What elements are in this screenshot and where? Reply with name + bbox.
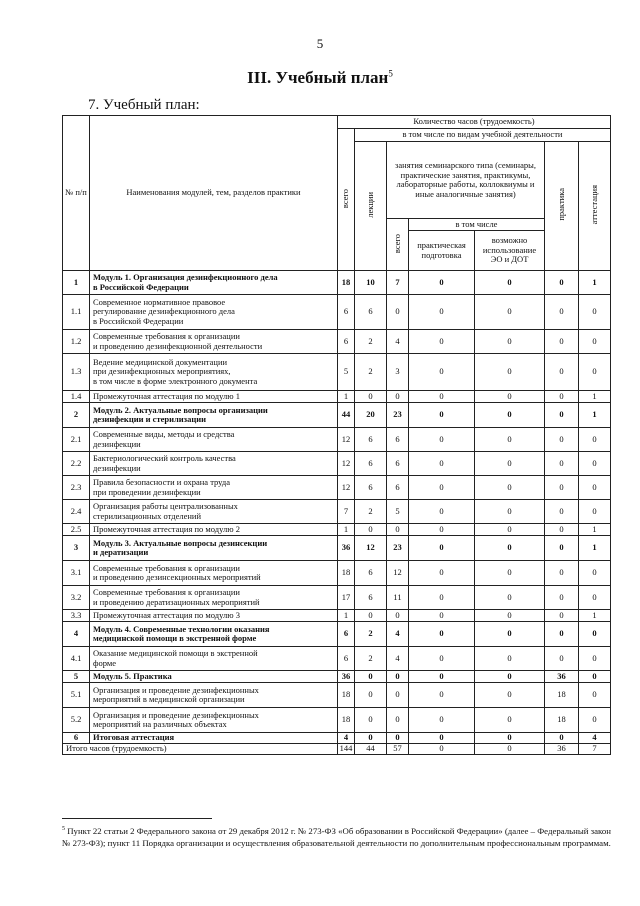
row-num: 1 xyxy=(63,271,90,295)
row-name-line: в Российской Федерации xyxy=(93,281,189,292)
row-value: 0 xyxy=(545,536,579,561)
row-num: 2.3 xyxy=(63,476,90,500)
row-value: 0 xyxy=(579,586,611,610)
row-value: 6 xyxy=(355,428,387,452)
header-practice: практика xyxy=(545,142,579,271)
row-value: 0 xyxy=(387,391,409,403)
row-name xyxy=(90,403,338,428)
row-value: 0 xyxy=(475,622,545,647)
row-value: 0 xyxy=(387,610,409,622)
row-value: 4 xyxy=(579,733,611,744)
row-value: 0 xyxy=(355,671,387,683)
row-value: 0 xyxy=(545,428,579,452)
table-row xyxy=(63,708,611,733)
row-name xyxy=(90,561,338,586)
row-value: 6 xyxy=(338,330,355,354)
table-row xyxy=(63,476,611,500)
row-value: 0 xyxy=(579,500,611,524)
row-value: 0 xyxy=(579,354,611,391)
row-num: 2.1 xyxy=(63,428,90,452)
total-label: Итого часов (трудоемкость) xyxy=(63,744,338,755)
row-name-line: Современное нормативное правовое xyxy=(93,296,226,307)
row-name-line: Модуль 5. Практика xyxy=(93,670,172,681)
row-value: 0 xyxy=(409,683,475,708)
row-value: 6 xyxy=(355,295,387,330)
row-value: 0 xyxy=(579,622,611,647)
row-value: 6 xyxy=(355,452,387,476)
header-seminar-total: всего xyxy=(387,219,409,271)
row-value: 1 xyxy=(579,403,611,428)
row-name xyxy=(90,586,338,610)
row-num: 5 xyxy=(63,671,90,683)
row-value: 4 xyxy=(338,733,355,744)
row-value: 0 xyxy=(545,403,579,428)
total-value: 7 xyxy=(579,744,611,755)
row-value: 0 xyxy=(387,733,409,744)
row-name-line: Итоговая аттестация xyxy=(93,732,175,743)
footnote: $^5$ Пункт 22 статьи 2 Федерального закона от 29 декабря 2012 г. № 273-ФЗ «Об образовании в Российской Федерации» (далее – Федеральный закон № 273-ФЗ); пункт 11 Порядка организации и осуществления образовательной деятельности по дополнительным профессиональным программам. xyxy=(62,825,611,848)
row-value: 6 xyxy=(355,476,387,500)
table-row xyxy=(63,733,611,744)
row-name xyxy=(90,354,338,391)
total-value: 0 xyxy=(475,744,545,755)
row-value: 0 xyxy=(579,452,611,476)
table-row xyxy=(63,452,611,476)
row-value: 2 xyxy=(355,330,387,354)
row-value: 18 xyxy=(338,271,355,295)
row-name-line: Промежуточная аттестация по модулю 1 xyxy=(93,390,240,401)
row-value: 0 xyxy=(409,733,475,744)
row-name xyxy=(90,452,338,476)
row-name xyxy=(90,536,338,561)
row-value: 36 xyxy=(338,536,355,561)
row-value: 0 xyxy=(475,524,545,536)
row-name xyxy=(90,610,338,622)
row-name xyxy=(90,476,338,500)
row-num: 2 xyxy=(63,403,90,428)
row-name-line: Промежуточная аттестация по модулю 2 xyxy=(93,523,240,534)
row-name-line: и проведению дезинсекционных мероприятий xyxy=(93,572,261,582)
row-value: 0 xyxy=(545,647,579,671)
row-value: 0 xyxy=(409,403,475,428)
total-value: 36 xyxy=(545,744,579,755)
row-value: 44 xyxy=(338,403,355,428)
row-value: 0 xyxy=(409,476,475,500)
total-row xyxy=(63,744,611,755)
row-value: 18 xyxy=(545,683,579,708)
total-value: 0 xyxy=(409,744,475,755)
row-value: 0 xyxy=(545,561,579,586)
row-name-line: форме xyxy=(93,657,117,668)
row-value: 2 xyxy=(355,500,387,524)
row-value: 0 xyxy=(355,524,387,536)
row-value: 20 xyxy=(355,403,387,428)
row-value: 0 xyxy=(409,295,475,330)
row-value: 6 xyxy=(338,622,355,647)
row-value: 0 xyxy=(387,524,409,536)
row-name-line: Бактериологический контроль качества xyxy=(93,453,236,463)
row-value: 36 xyxy=(338,671,355,683)
row-value: 0 xyxy=(409,500,475,524)
table-row xyxy=(63,561,611,586)
row-name-line: Правила безопасности и охрана труда xyxy=(93,477,230,487)
row-value: 4 xyxy=(387,647,409,671)
row-value: 18 xyxy=(338,561,355,586)
row-num: 1.1 xyxy=(63,295,90,330)
row-name-line: дезинфекции xyxy=(93,438,141,449)
total-value: 57 xyxy=(387,744,409,755)
row-value: 0 xyxy=(409,671,475,683)
row-value: 0 xyxy=(475,354,545,391)
row-value: 6 xyxy=(387,452,409,476)
table-row xyxy=(63,610,611,622)
row-value: 6 xyxy=(338,295,355,330)
row-value: 0 xyxy=(355,391,387,403)
row-value: 10 xyxy=(355,271,387,295)
row-value: 0 xyxy=(387,295,409,330)
row-name xyxy=(90,708,338,733)
row-name xyxy=(90,500,338,524)
row-value: 0 xyxy=(475,452,545,476)
row-name-line: Модуль 1. Организация дезинфекционного дела xyxy=(93,272,278,282)
row-num: 2.5 xyxy=(63,524,90,536)
row-name xyxy=(90,295,338,330)
row-value: 0 xyxy=(475,476,545,500)
row-value: 4 xyxy=(387,330,409,354)
row-value: 18 xyxy=(338,683,355,708)
row-value: 5 xyxy=(338,354,355,391)
row-name xyxy=(90,671,338,683)
row-value: 6 xyxy=(387,476,409,500)
header-name: Наименования модулей, тем, разделов практики xyxy=(90,116,338,271)
row-name xyxy=(90,622,338,647)
table-row xyxy=(63,271,611,295)
table-row xyxy=(63,391,611,403)
table-row xyxy=(63,586,611,610)
row-name xyxy=(90,683,338,708)
row-value: 0 xyxy=(409,708,475,733)
row-num: 2.2 xyxy=(63,452,90,476)
row-value: 6 xyxy=(355,586,387,610)
row-name-line: регулирование дезинфекционного дела xyxy=(93,306,235,317)
total-value: 144 xyxy=(338,744,355,755)
row-num: 4.1 xyxy=(63,647,90,671)
row-value: 5 xyxy=(387,500,409,524)
row-value: 0 xyxy=(409,622,475,647)
row-name-line: стерилизационных отделений xyxy=(93,510,202,521)
row-value: 1 xyxy=(338,524,355,536)
header-practical: практическая подготовка xyxy=(409,231,475,271)
row-value: 12 xyxy=(338,428,355,452)
row-value: 1 xyxy=(579,391,611,403)
row-name xyxy=(90,524,338,536)
table-row xyxy=(63,403,611,428)
row-name-line: и проведению дератизационных мероприятий xyxy=(93,596,260,607)
table-row xyxy=(63,683,611,708)
row-value: 0 xyxy=(545,391,579,403)
row-num: 2.4 xyxy=(63,500,90,524)
row-value: 0 xyxy=(475,295,545,330)
row-value: 0 xyxy=(545,295,579,330)
row-value: 7 xyxy=(338,500,355,524)
header-seminar: занятия семинарского типа (семинары, практические занятия, практикумы, лабораторные работы, коллоквиумы и иные аналогичные занятия) xyxy=(387,142,545,219)
row-value: 11 xyxy=(387,586,409,610)
row-value: 6 xyxy=(338,647,355,671)
row-name-line: дезинфекции xyxy=(93,462,141,473)
row-value: 6 xyxy=(387,428,409,452)
row-value: 0 xyxy=(409,586,475,610)
row-name-line: Модуль 2. Актуальные вопросы организации xyxy=(93,404,268,415)
row-value: 0 xyxy=(579,708,611,733)
row-value: 0 xyxy=(387,683,409,708)
section-title: III. Учебный план$^5$ xyxy=(247,68,393,87)
row-value: 1 xyxy=(579,524,611,536)
row-value: 2 xyxy=(355,354,387,391)
row-value: 0 xyxy=(545,622,579,647)
header-lectures: лекции xyxy=(355,142,387,271)
row-name-line: дезинфекции и стерилизации xyxy=(93,414,207,424)
table-row xyxy=(63,622,611,647)
table-row xyxy=(63,330,611,354)
row-value: 0 xyxy=(409,536,475,561)
row-value: 0 xyxy=(355,708,387,733)
row-value: 0 xyxy=(579,330,611,354)
total-value: 44 xyxy=(355,744,387,755)
subtitle: 7. Учебный план: xyxy=(88,97,200,113)
header-eo-dot: возможно использование ЭО и ДОТ xyxy=(475,231,545,271)
row-value: 2 xyxy=(355,647,387,671)
row-value: 0 xyxy=(355,733,387,744)
row-name-line: при дезинфекционных мероприятиях, xyxy=(93,366,231,377)
row-value: 0 xyxy=(409,354,475,391)
row-name-line: Модуль 3. Актуальные вопросы дезинсекции xyxy=(93,537,268,548)
row-value: 23 xyxy=(387,536,409,561)
row-name-line: медицинской помощи в экстренной форме xyxy=(93,633,257,643)
row-num: 1.3 xyxy=(63,354,90,391)
row-value: 0 xyxy=(475,683,545,708)
row-value: 0 xyxy=(475,561,545,586)
row-value: 12 xyxy=(355,536,387,561)
row-value: 0 xyxy=(355,610,387,622)
row-value: 1 xyxy=(579,536,611,561)
row-name xyxy=(90,391,338,403)
row-num: 1.2 xyxy=(63,330,90,354)
row-value: 12 xyxy=(338,452,355,476)
table-row xyxy=(63,671,611,683)
row-num: 5.2 xyxy=(63,708,90,733)
row-value: 0 xyxy=(545,500,579,524)
row-value: 0 xyxy=(545,733,579,744)
row-value: 0 xyxy=(475,428,545,452)
footnote-ref: 5 xyxy=(388,68,393,79)
row-value: 0 xyxy=(409,271,475,295)
row-value: 0 xyxy=(545,452,579,476)
row-value: 0 xyxy=(545,586,579,610)
row-value: 1 xyxy=(579,271,611,295)
row-value: 0 xyxy=(545,610,579,622)
header-total: всего xyxy=(338,129,355,271)
row-value: 0 xyxy=(545,524,579,536)
row-value: 0 xyxy=(475,733,545,744)
row-value: 0 xyxy=(545,354,579,391)
row-value: 0 xyxy=(545,476,579,500)
row-value: 23 xyxy=(387,403,409,428)
row-value: 36 xyxy=(545,671,579,683)
row-value: 0 xyxy=(579,476,611,500)
row-value: 0 xyxy=(579,647,611,671)
row-value: 2 xyxy=(355,622,387,647)
row-value: 0 xyxy=(409,452,475,476)
page-number: 5 xyxy=(316,36,324,51)
row-value: 0 xyxy=(579,295,611,330)
row-value: 0 xyxy=(579,561,611,586)
row-value: 0 xyxy=(409,391,475,403)
row-value: 0 xyxy=(475,500,545,524)
table-row xyxy=(63,295,611,330)
row-value: 0 xyxy=(409,647,475,671)
row-value: 0 xyxy=(409,524,475,536)
table-row xyxy=(63,500,611,524)
row-value: 1 xyxy=(338,610,355,622)
row-num: 1.4 xyxy=(63,391,90,403)
row-name xyxy=(90,428,338,452)
row-value: 0 xyxy=(409,330,475,354)
row-num: 3.1 xyxy=(63,561,90,586)
row-num: 3.3 xyxy=(63,610,90,622)
row-name-line: мероприятий в медицинской организации xyxy=(93,694,245,704)
row-name-line: и проведению дезинфекционной деятельности xyxy=(93,340,263,351)
row-name-line: Организация и проведение дезинфекционных xyxy=(93,684,259,695)
row-name-line: Оказание медицинской помощи в экстренной xyxy=(93,648,258,658)
row-value: 0 xyxy=(475,391,545,403)
row-num: 4 xyxy=(63,622,90,647)
row-value: 0 xyxy=(475,536,545,561)
footnote-divider xyxy=(62,818,212,819)
footnote-mark: 5 xyxy=(62,826,65,832)
table-row xyxy=(63,647,611,671)
row-value: 0 xyxy=(387,671,409,683)
row-value: 0 xyxy=(475,610,545,622)
row-name-line: Современные требования к организации xyxy=(93,331,240,341)
row-name xyxy=(90,330,338,354)
table-row xyxy=(63,354,611,391)
row-name-line: при проведении дезинфекции xyxy=(93,486,201,497)
row-value: 18 xyxy=(545,708,579,733)
row-value: 1 xyxy=(579,610,611,622)
row-value: 12 xyxy=(338,476,355,500)
table-row xyxy=(63,428,611,452)
row-value: 0 xyxy=(475,708,545,733)
row-value: 6 xyxy=(355,561,387,586)
row-name-line: Организация работы централизованных xyxy=(93,501,238,511)
row-num: 5.1 xyxy=(63,683,90,708)
row-value: 4 xyxy=(387,622,409,647)
header-incl: в том числе xyxy=(409,219,545,231)
row-name-line: мероприятий на различных объектах xyxy=(93,719,227,729)
row-name xyxy=(90,647,338,671)
row-name-line: и дератизации xyxy=(93,547,149,557)
row-value: 12 xyxy=(387,561,409,586)
row-value: 0 xyxy=(409,561,475,586)
header-hours: Количество часов (трудоемкость) xyxy=(338,116,611,129)
table-row xyxy=(63,524,611,536)
row-value: 0 xyxy=(545,330,579,354)
row-name-line: Современные виды, методы и средства xyxy=(93,429,235,439)
row-value: 0 xyxy=(475,586,545,610)
row-name-line: Современные требования к организации xyxy=(93,562,240,573)
row-num: 3 xyxy=(63,536,90,561)
row-value: 0 xyxy=(545,271,579,295)
row-name-line: Промежуточная аттестация по модулю 3 xyxy=(93,609,240,620)
curriculum-table xyxy=(62,115,611,755)
row-value: 0 xyxy=(579,428,611,452)
row-value: 17 xyxy=(338,586,355,610)
row-value: 0 xyxy=(579,683,611,708)
row-value: 0 xyxy=(409,610,475,622)
row-value: 1 xyxy=(338,391,355,403)
row-value: 0 xyxy=(579,671,611,683)
row-value: 0 xyxy=(355,683,387,708)
row-value: 0 xyxy=(475,271,545,295)
row-name xyxy=(90,271,338,295)
row-value: 0 xyxy=(475,647,545,671)
row-name-line: Модуль 4. Современные технологии оказания xyxy=(93,623,270,634)
row-name-line: в Российской Федерации xyxy=(93,315,184,326)
header-attest: аттестация xyxy=(579,142,611,271)
row-value: 0 xyxy=(409,428,475,452)
row-value: 3 xyxy=(387,354,409,391)
row-value: 0 xyxy=(475,671,545,683)
header-num: № п/п xyxy=(63,116,90,271)
row-value: 0 xyxy=(475,403,545,428)
row-name-line: Современные требования к организации xyxy=(93,587,240,597)
row-value: 18 xyxy=(338,708,355,733)
row-name-line: в том числе в форме электронного документа xyxy=(93,375,258,386)
row-value: 0 xyxy=(387,708,409,733)
table-row xyxy=(63,536,611,561)
header-by-types: в том числе по видам учебной деятельности xyxy=(355,129,611,142)
row-name-line: Организация и проведение дезинфекционных xyxy=(93,709,259,720)
row-num: 3.2 xyxy=(63,586,90,610)
row-name-line: Ведение медицинской документации xyxy=(93,356,228,367)
row-value: 0 xyxy=(475,330,545,354)
row-num: 6 xyxy=(63,733,90,744)
row-value: 7 xyxy=(387,271,409,295)
row-name xyxy=(90,733,338,744)
